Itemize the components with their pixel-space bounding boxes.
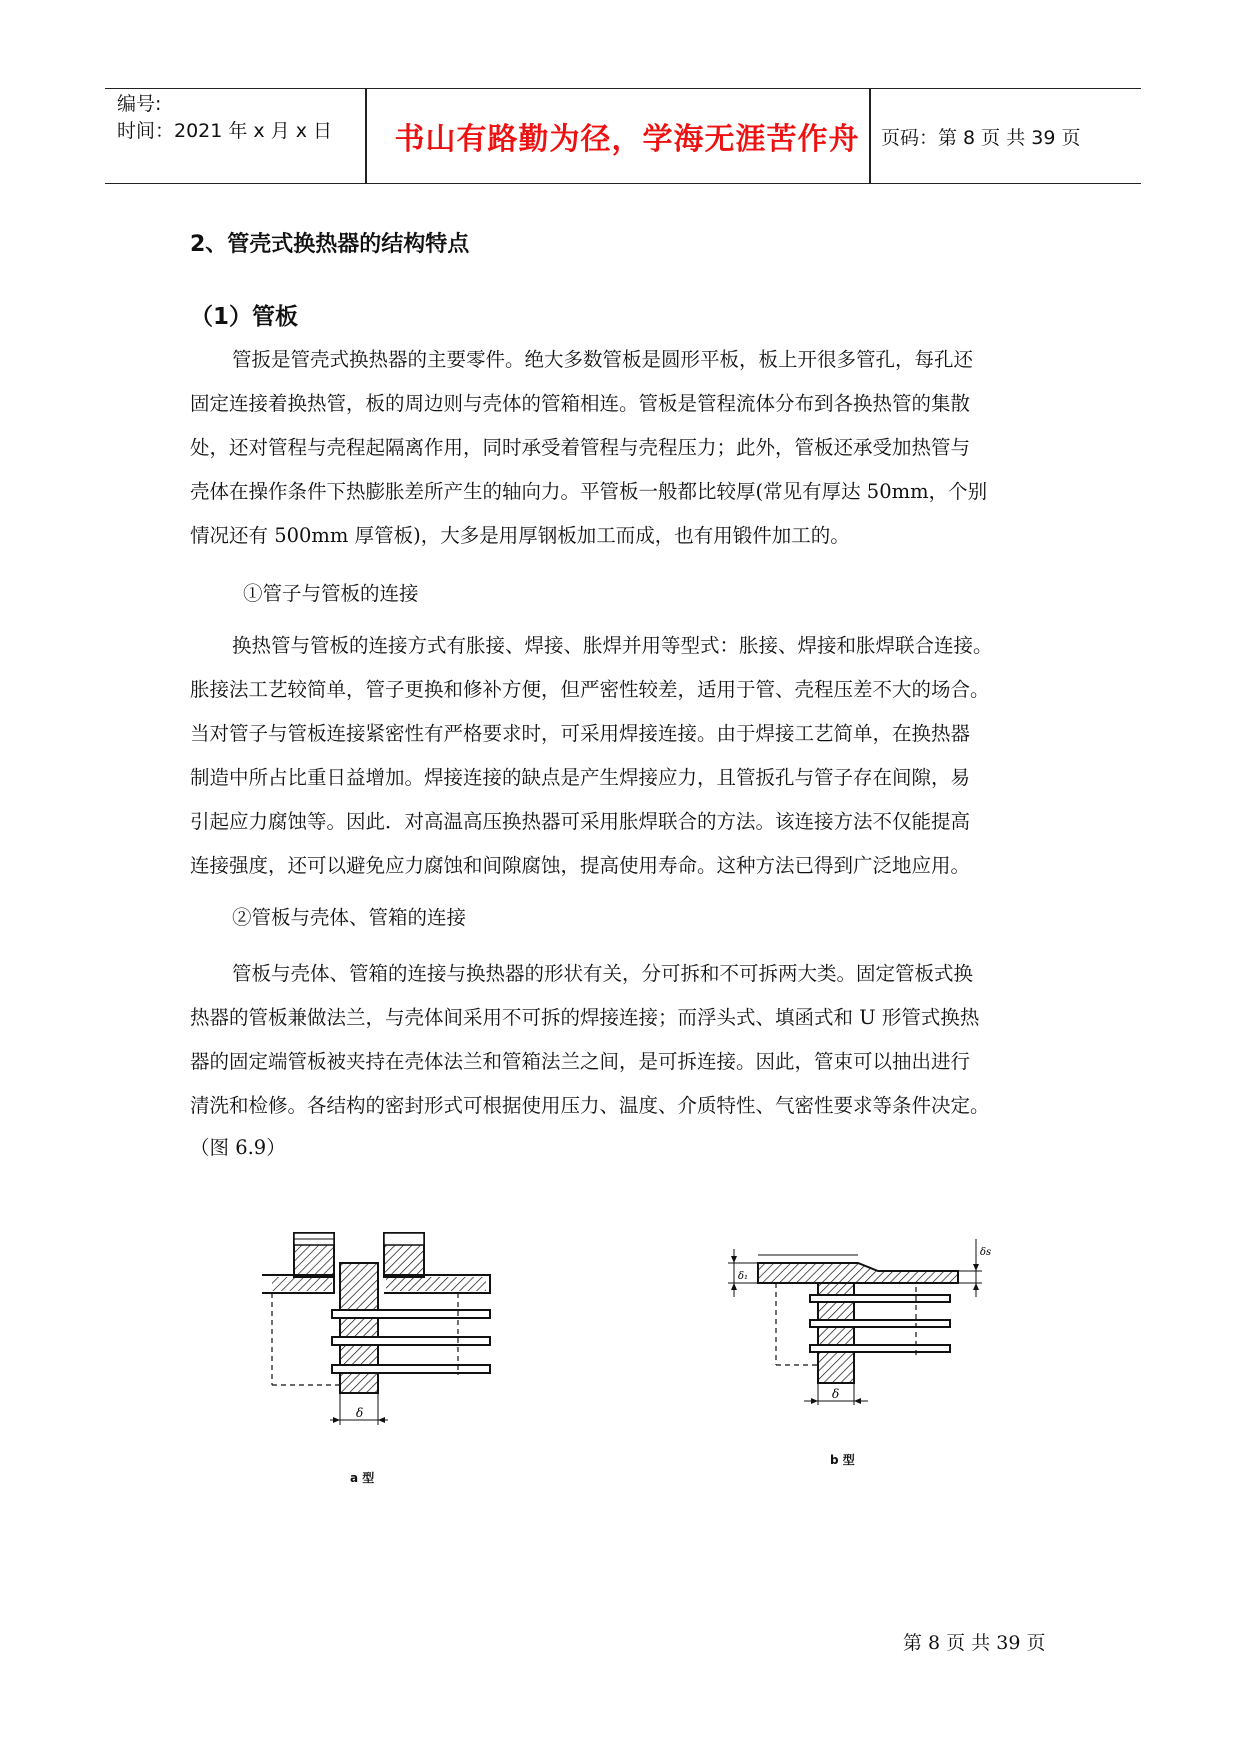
paragraph-line: 管板与壳体、管箱的连接与换热器的形状有关，分可拆和不可拆两大类。固定管板式换 — [232, 962, 974, 985]
section-heading: 2、管壳式换热器的结构特点 — [190, 232, 470, 257]
paragraph-line: 当对管子与管板连接紧密性有严格要求时，可采用焊接连接。由于焊接工艺简单，在换热器 — [190, 722, 971, 745]
paragraph-line: 胀接法工艺较简单，管子更换和修补方便，但严密性较差，适用于管、壳程压差不大的场合。 — [190, 678, 990, 701]
header-motto: 书山有路勤为径，学海无涯苦作舟 — [394, 122, 860, 157]
date-label: 时间：2021 年 x 月 x 日 — [117, 120, 333, 142]
paragraph-line: 管扳是管壳式换热器的主要零件。绝大多数管板是圆形平板，板上开很多管孔，每孔还 — [232, 348, 974, 371]
figure-b-caption: b 型 — [830, 1453, 855, 1467]
paragraph-line: 连接强度，还可以避免应力腐蚀和间隙腐蚀，提高使用寿命。这种方法已得到广泛地应用。 — [190, 854, 971, 877]
dimension-delta-label: δ — [356, 1406, 364, 1420]
figure-b-tubesheet — [718, 1225, 1018, 1467]
sub-heading-shell-connection: ②管板与壳体、管箱的连接 — [232, 906, 467, 929]
dimension-delta-label: δ — [832, 1387, 840, 1401]
paragraph-line: 热器的管板兼做法兰，与壳体间采用不可拆的焊接连接；而浮头式、填函式和 U 形管式换热 — [190, 1006, 980, 1029]
paragraph-line: 固定连接着换热管，板的周边则与壳体的管箱相连。管板是管程流体分布到各换热管的集散 — [190, 392, 971, 415]
dimension-delta1-label: δ₁ — [738, 1271, 749, 1282]
page-header — [105, 88, 1141, 184]
paragraph-line: 情况还有 500mm 厚管板)，大多是用厚钢板加工而成，也有用锻件加工的。 — [190, 524, 850, 547]
paragraph-line: 换热管与管板的连接方式有胀接、焊接、胀焊并用等型式：胀接、焊接和胀焊联合连接。 — [232, 634, 993, 657]
paragraph-line: 壳体在操作条件下热膨胀差所产生的轴向力。平管板一般都比较厚(常见有厚达 50mm，个别 — [190, 480, 988, 503]
dimension-deltas-label: δs — [980, 1247, 992, 1258]
sub-heading-tube-connection: ①管子与管板的连接 — [243, 582, 419, 605]
paragraph-line: 制造中所占比重日益增加。焊接连接的缺点是产生焊接应力，且管扳孔与管子存在间隙，易 — [190, 766, 971, 789]
figure-a-tubesheet — [262, 1225, 512, 1485]
subsection-heading: （1）管板 — [190, 304, 299, 330]
figure-a-drawing — [262, 1225, 512, 1475]
paragraph-line: （图 6.9） — [190, 1136, 286, 1159]
paragraph-line: 器的固定端管板被夹持在壳体法兰和管箱法兰之间，是可拆连接。因此，管束可以抽出进行 — [190, 1050, 971, 1073]
figure-a-caption: a 型 — [350, 1471, 375, 1485]
paragraph-line: 引起应力腐蚀等。因此．对高温高压换热器可采用胀焊联合的方法。该连接方法不仅能提高 — [190, 810, 971, 833]
paragraph-line: 清洗和检修。各结构的密封形式可根据使用压力、温度、介质特性、气密性要求等条件决定。 — [190, 1094, 990, 1117]
header-meta — [117, 91, 367, 145]
serial-number-label: 编号: — [117, 93, 162, 115]
page-footer: 第 8 页 共 39 页 — [903, 1632, 1046, 1654]
figure-b-drawing — [718, 1225, 1018, 1455]
paragraph-line: 处，还对管程与壳程起隔离作用，同时承受着管程与壳程压力；此外，管板还承受加热管与 — [190, 436, 971, 459]
header-page-number: 页码：第 8 页 共 39 页 — [881, 126, 1081, 149]
